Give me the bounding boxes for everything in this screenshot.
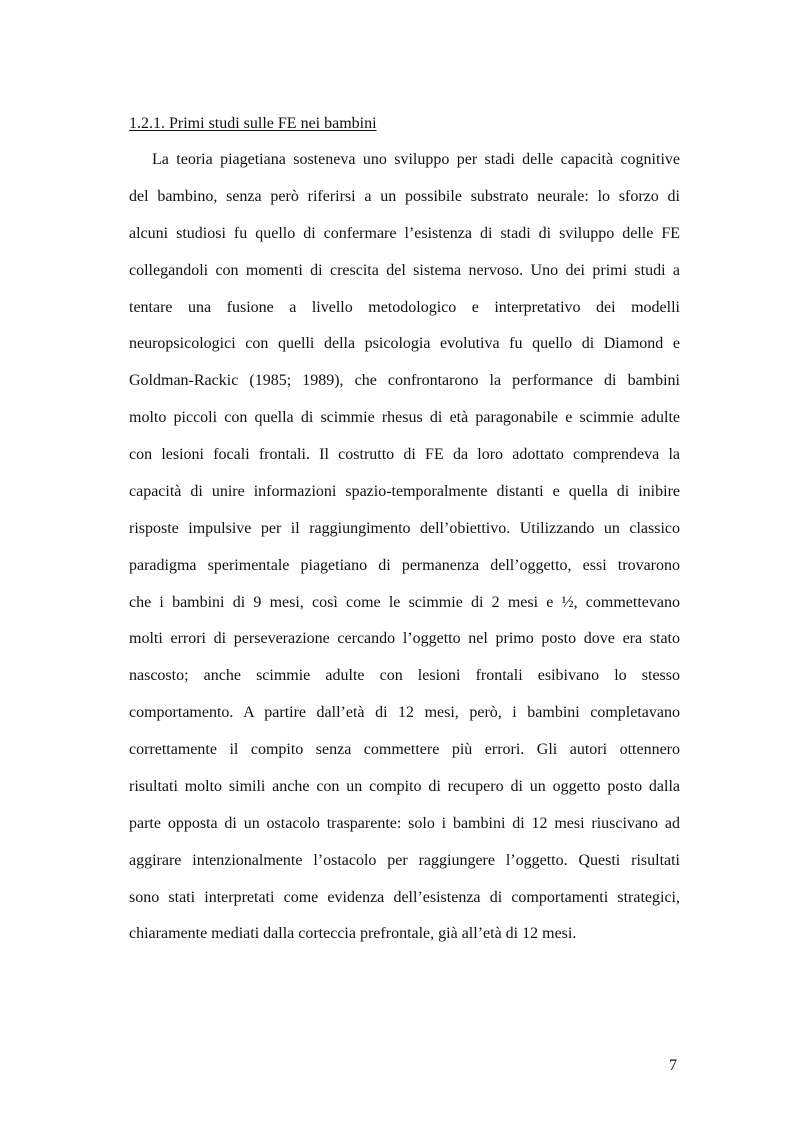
paragraph-line: La teoria piagetiana sosteneva uno sviluppo per stadi delle capacità cognitive	[152, 151, 680, 168]
paragraph-line: nascosto; anche scimmie adulte con lesioni frontali esibivano lo stesso	[129, 667, 680, 684]
paragraph-line: molto piccoli con quella di scimmie rhesus di età paragonabile e scimmie adulte	[129, 409, 680, 426]
paragraph-line: chiaramente mediati dalla corteccia prefrontale, già all’età di 12 mesi.	[129, 925, 577, 942]
paragraph-line: paradigma sperimentale piagetiano di permanenza dell’oggetto, essi trovarono	[129, 557, 680, 574]
page-number: 7	[669, 1057, 677, 1074]
paragraph-line: sono stati interpretati come evidenza dell’esistenza di comportamenti strategici,	[129, 889, 680, 906]
paragraph-line: molti errori di perseverazione cercando l’oggetto nel primo posto dove era stato	[129, 630, 680, 647]
paragraph-line: alcuni studiosi fu quello di confermare l’esistenza di stadi di sviluppo delle FE	[129, 225, 680, 242]
paragraph-line: risultati molto simili anche con un compito di recupero di un oggetto posto dalla	[129, 778, 680, 795]
paragraph-line: aggirare intenzionalmente l’ostacolo per raggiungere l’oggetto. Questi risultati	[129, 852, 680, 869]
paragraph-line: correttamente il compito senza commettere più errori. Gli autori ottennero	[129, 741, 680, 758]
paragraph-line: tentare una fusione a livello metodologico e interpretativo dei modelli	[129, 299, 680, 316]
paragraph-line: con lesioni focali frontali. Il costrutto di FE da loro adottato comprendeva la	[129, 446, 680, 463]
paragraph-line: del bambino, senza però riferirsi a un possibile substrato neurale: lo sforzo di	[129, 188, 680, 205]
paragraph-line: Goldman-Rackic (1985; 1989), che confrontarono la performance di bambini	[129, 372, 680, 389]
paragraph-line: parte opposta di un ostacolo trasparente: solo i bambini di 12 mesi riuscivano ad	[129, 815, 680, 832]
section-heading: 1.2.1. Primi studi sulle FE nei bambini	[129, 115, 377, 132]
paragraph-line: capacità di unire informazioni spazio-temporalmente distanti e quella di inibire	[129, 483, 680, 500]
paragraph-line: che i bambini di 9 mesi, così come le scimmie di 2 mesi e ½, commettevano	[129, 594, 680, 611]
paragraph-line: collegandoli con momenti di crescita del sistema nervoso. Uno dei primi studi a	[129, 262, 680, 279]
paragraph-line: neuropsicologici con quelli della psicologia evolutiva fu quello di Diamond e	[129, 335, 680, 352]
paragraph-line: risposte impulsive per il raggiungimento dell’obiettivo. Utilizzando un classico	[129, 520, 680, 537]
paragraph-line: comportamento. A partire dall’età di 12 mesi, però, i bambini completavano	[129, 704, 680, 721]
